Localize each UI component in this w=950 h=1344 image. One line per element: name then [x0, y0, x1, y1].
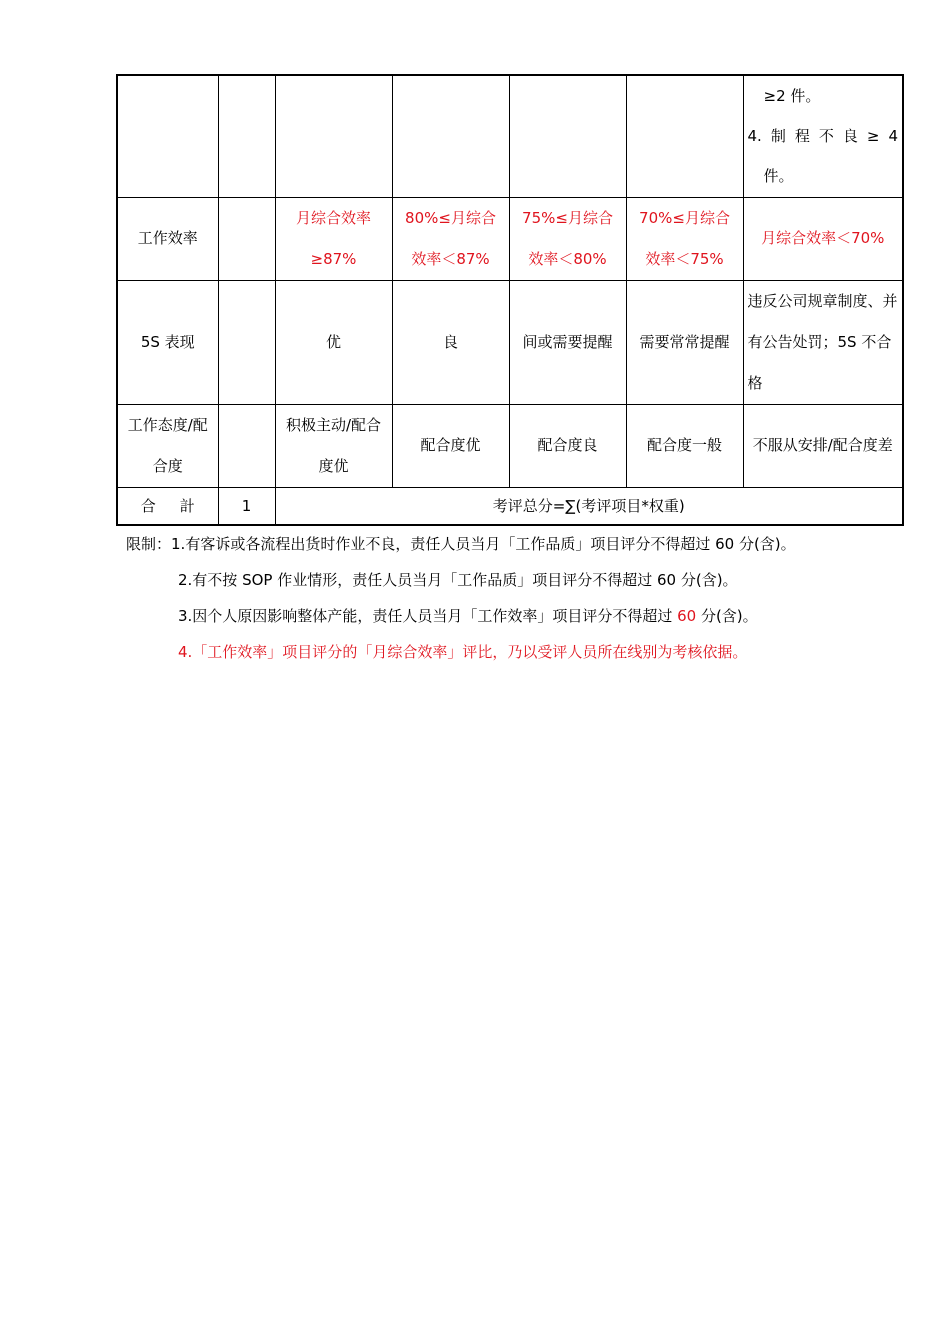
row-label: 工作态度/配合度 — [117, 404, 218, 487]
notes-prefix: 限制： — [126, 535, 172, 553]
score-cell: 积极主动/配合度优 — [275, 404, 392, 487]
score-cell — [275, 75, 392, 197]
score-cell: 80%≤月综合效率＜87% — [392, 197, 509, 280]
score-cell: 75%≤月综合效率＜80% — [509, 197, 626, 280]
score-cell: 配合度一般 — [626, 404, 743, 487]
table-row-attitude — [117, 404, 903, 487]
note-item-2: 2.有不按 SOP 作业情形，责任人员当月「工作品质」项目评分不得超过 60 分(含)。 — [178, 571, 738, 589]
note-item-4: 4.「工作效率」项目评分的「月综合效率」评比，乃以受评人员所在线别为考核依据。 — [178, 643, 748, 661]
score-cell: 需要常常提醒 — [626, 280, 743, 404]
table-row-continuation — [117, 75, 903, 197]
score-cell: 月综合效率＜70% — [743, 197, 903, 280]
restriction-notes — [126, 532, 796, 676]
score-cell — [392, 75, 509, 197]
table-row-5s — [117, 280, 903, 404]
row-label: 5S 表现 — [117, 280, 218, 404]
score-cell: 不服从安排/配合度差 — [743, 404, 903, 487]
score-cell — [626, 75, 743, 197]
score-cell: 违反公司规章制度、并有公告处罚；5S 不合格 — [743, 280, 903, 404]
score-cell-continued — [743, 75, 903, 197]
score-cell: 良 — [392, 280, 509, 404]
score-cell — [509, 75, 626, 197]
score-cell: 间或需要提醒 — [509, 280, 626, 404]
weight-cell — [218, 404, 275, 487]
cont-line-1: ≥2 件。 — [763, 87, 821, 105]
weight-cell — [218, 280, 275, 404]
weight-cell — [218, 197, 275, 280]
note-item-3: 3.因个人原因影响整体产能，责任人员当月「工作效率」项目评分不得超过 60 分(含)。 — [178, 607, 758, 625]
score-cell: 70%≤月综合效率＜75% — [626, 197, 743, 280]
row-label: 工作效率 — [117, 197, 218, 280]
score-cell: 月综合效率≥87% — [275, 197, 392, 280]
cont-line-3: 件。 — [763, 167, 794, 185]
score-cell: 配合度良 — [509, 404, 626, 487]
evaluation-table — [116, 74, 904, 526]
score-cell: 优 — [275, 280, 392, 404]
label-cell — [117, 75, 218, 197]
total-weight: 1 — [218, 487, 275, 525]
cont-line-2: 4. 制 程 不 良 ≥ 4 — [747, 127, 898, 145]
highlight-value: 60 — [677, 607, 697, 625]
table-row-total — [117, 487, 903, 525]
note-item-1: 限制：1.有客诉或各流程出货时作业不良，责任人员当月「工作品质」项目评分不得超过 60 分(含)。 — [126, 535, 796, 553]
score-cell: 配合度优 — [392, 404, 509, 487]
weight-cell — [218, 75, 275, 197]
table-row-work-efficiency — [117, 197, 903, 280]
total-formula: 考评总分=∑(考评项目*权重) — [275, 487, 903, 525]
total-label: 合 計 — [117, 487, 218, 525]
